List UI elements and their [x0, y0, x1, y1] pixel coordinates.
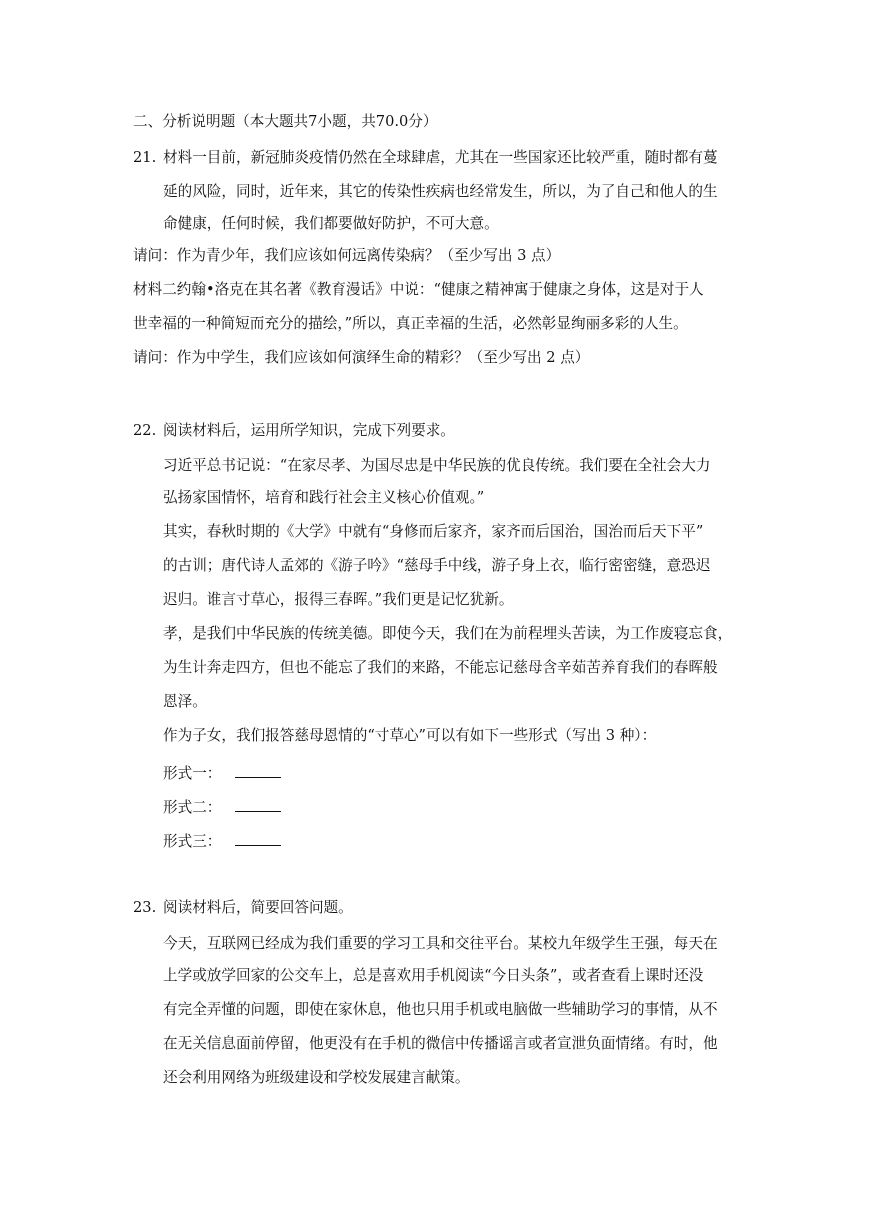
question-21-prompt-1: 请问：作为青少年，我们应该如何远离传染病？（至少写出 3 点） [133, 247, 561, 264]
question-23-number: 23. [133, 899, 157, 916]
question-22-number: 22. [133, 422, 157, 439]
form-answer-row [163, 830, 281, 852]
form-label: 形式三： [163, 833, 222, 850]
question-21-line: 材料一目前，新冠肺炎疫情仍然在全球肆虐，尤其在一些国家还比较严重，随时都有蔓 [163, 149, 718, 166]
question-23-line: 上学或放学回家的公交车上，总是喜欢用手机阅读“今日头条”，或者查看上课时还没 [163, 967, 704, 984]
answer-blank[interactable] [235, 830, 281, 846]
question-23-line: 有完全弄懂的问题，即使在家休息，他也只用手机或电脑做一些辅助学习的事情，从不 [163, 1001, 718, 1018]
answer-blank[interactable] [235, 762, 281, 778]
question-21-line: 命健康，任何时候，我们都要做好防护，不可大意。 [163, 215, 499, 232]
form-answer-row [163, 796, 281, 818]
answer-blank[interactable] [235, 796, 281, 812]
question-22-intro: 阅读材料后，运用所学知识，完成下列要求。 [163, 422, 455, 439]
form-answer-row [163, 762, 281, 784]
question-23-line: 今天，互联网已经成为我们重要的学习工具和交往平台。某校九年级学生王强，每天在 [163, 935, 718, 952]
question-22-line: 作为子女，我们报答慈母恩情的“寸草心”可以有如下一些形式（写出 3 种）： [163, 727, 657, 744]
question-21-prompt-2: 请问：作为中学生，我们应该如何演绎生命的精彩？（至少写出 2 点） [133, 349, 590, 366]
form-label: 形式二： [163, 799, 222, 816]
question-22-line: 迟归。谁言寸草心，报得三春晖。”我们更是记忆犹新。 [163, 591, 514, 608]
question-23-line: 还会利用网络为班级建设和学校发展建言献策。 [163, 1069, 470, 1086]
question-22-line: 孝，是我们中华民族的传统美德。即使今天，我们在为前程埋头苦读，为工作废寝忘食， [163, 625, 733, 642]
question-23-line: 在无关信息面前停留，他更没有在手机的微信中传播谣言或者宣泄负面情绪。有时，他 [163, 1035, 718, 1052]
question-22-line: 其实，春秋时期的《大学》中就有“身修而后家齐，家齐而后国治，国治而后天下平” [163, 523, 704, 540]
question-21-material-2: 材料二约翰•洛克在其名著《教育漫话》中说：“健康之精神寓于健康之身体，这是对于人 [133, 281, 704, 298]
question-22-line: 恩泽。 [163, 693, 207, 710]
form-label: 形式一： [163, 765, 222, 782]
question-22-line: 习近平总书记说：“在家尽孝、为国尽忠是中华民族的优良传统。我们要在全社会大力 [163, 457, 711, 474]
question-21-number: 21. [133, 149, 157, 166]
question-23-intro: 阅读材料后，简要回答问题。 [163, 899, 353, 916]
question-22-line: 的古训；唐代诗人孟郊的《游子吟》“慈母手中线，游子身上衣，临行密密缝，意恐迟 [163, 557, 711, 574]
section-heading: 二、分析说明题（本大题共7小题，共70.0分） [133, 113, 438, 130]
question-21-line: 延的风险，同时，近年来，其它的传染性疾病也经常发生，所以，为了自己和他人的生 [163, 183, 718, 200]
question-22-line: 弘扬家国情怀，培育和践行社会主义核心价值观。” [163, 489, 485, 506]
question-21-material-2: 世幸福的一种简短而充分的描绘，”所以，真正幸福的生活，必然彰显绚丽多彩的人生。 [133, 315, 688, 332]
question-22-line: 为生计奔走四方，但也不能忘了我们的来路，不能忘记慈母含辛茹苦养育我们的春晖般 [163, 659, 718, 676]
